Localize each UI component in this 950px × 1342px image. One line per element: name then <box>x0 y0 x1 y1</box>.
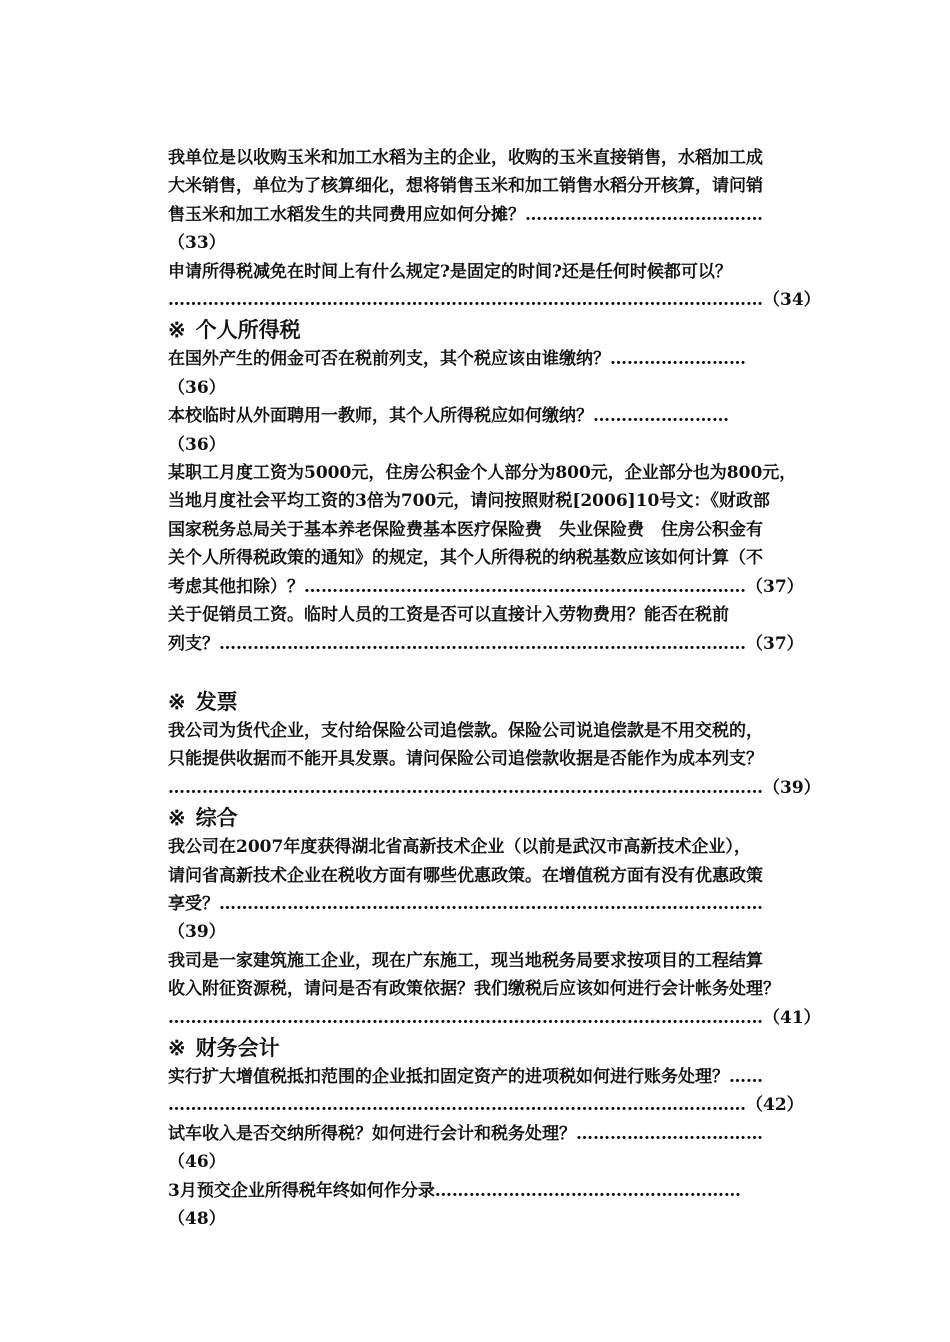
toc-entry[interactable] <box>168 947 858 1032</box>
toc-entry-line: （48） <box>168 1209 226 1229</box>
toc-entry-line: 我公司在2007年度获得湖北省高新技术企业（以前是武汉市高新技术企业）， <box>168 837 751 858</box>
section-title: 发票 <box>195 688 238 714</box>
toc-entry[interactable] <box>168 345 858 402</box>
section-title: 财务会计 <box>195 1034 280 1060</box>
section-title: 综合 <box>195 805 238 831</box>
section-heading <box>168 803 858 833</box>
toc-entry[interactable] <box>168 717 858 802</box>
toc-entry-line: （33） <box>168 233 226 254</box>
reference-mark-icon: ※ <box>168 317 186 343</box>
toc-entry-line: 大米销售，单位为了核算细化，想将销售玉米和加工销售水稻分开核算，请问销 <box>168 176 763 197</box>
toc-entry-line: （36） <box>168 377 226 398</box>
toc-entry-line: 试车收入是否交纳所得税？如何进行会计和税务处理？…………………………… <box>168 1123 763 1144</box>
reference-mark-icon: ※ <box>168 805 186 831</box>
toc-entry-line: 只能提供收据而不能开具发票。请问保险公司追偿款收据是否能作为成本列支？ <box>168 749 763 770</box>
toc-entry[interactable] <box>168 144 858 258</box>
section-heading <box>168 687 858 717</box>
reference-mark-icon: ※ <box>168 688 186 714</box>
toc-entry-line: 某职工月度工资为5000元，住房公积金个人部分为800元，企业部分也为800元， <box>168 463 797 484</box>
toc-entry-line: ……………………………………………………………………………………………（41） <box>168 1007 821 1028</box>
toc-entry-line: 考虑其他扣除）？……………………………………………………………………（37） <box>168 576 804 597</box>
toc-entry[interactable] <box>168 459 858 601</box>
section-title: 个人所得税 <box>195 317 301 343</box>
toc-entry-line: ……………………………………………………………………………………………（34） <box>168 290 821 311</box>
toc-entry-line: 本校临时从外面聘用一教师，其个人所得税应如何缴纳？…………………… <box>168 406 729 427</box>
toc-entry-line: 我公司为货代企业，支付给保险公司追偿款。保险公司说追偿款是不用交税的， <box>168 720 763 741</box>
toc-entry-line: （46） <box>168 1152 226 1173</box>
toc-entry[interactable] <box>168 1120 858 1177</box>
section-heading <box>168 1033 858 1063</box>
section-heading <box>168 315 858 345</box>
toc-entry[interactable] <box>168 601 858 658</box>
toc-entry-line: 关个人所得税政策的通知》的规定，其个人所得税的纳税基数应该如何计算（不 <box>168 548 763 569</box>
toc-entry[interactable] <box>168 258 858 315</box>
toc-entry-line: 国家税务总局关于基本养老保险费基本医疗保险费 失业保险费 住房公积金有 <box>168 519 763 540</box>
toc-entry-line: （36） <box>168 434 226 455</box>
toc-entry-line: 3月预交企业所得税年终如何作分录……………………………………………… <box>168 1180 741 1201</box>
toc-entry[interactable] <box>168 402 858 459</box>
toc-page <box>168 144 858 1233</box>
toc-entry[interactable] <box>168 833 858 947</box>
toc-entry[interactable] <box>168 1177 858 1234</box>
toc-entry-line: 实行扩大增值税抵扣范围的企业抵扣固定资产的进项税如何进行账务处理？…… <box>168 1066 763 1087</box>
toc-entry-line: （39） <box>168 922 226 943</box>
toc-entry-line: …………………………………………………………………………………………（42） <box>168 1095 804 1116</box>
toc-entry-line: 申请所得税减免在时间上有什么规定?是固定的时间?还是任何时候都可以？ <box>168 261 732 282</box>
toc-entry-line: 在国外产生的佣金可否在税前列支，其个税应该由谁缴纳？…………………… <box>168 349 746 370</box>
toc-entry-line: 售玉米和加工水稻发生的共同费用应如何分摊？…………………………………… <box>168 204 763 225</box>
toc-entry-line: 当地月度社会平均工资的3倍为700元，请问按照财税[2006]10号文：《财政部 <box>168 491 770 512</box>
toc-entry-line: 请问省高新技术企业在税收方面有哪些优惠政策。在增值税方面有没有优惠政策 <box>168 865 763 886</box>
toc-entry-line: ……………………………………………………………………………………………（39） <box>168 777 821 798</box>
section-gap <box>168 658 858 686</box>
toc-entry-line: 收入附征资源税，请问是否有政策依据？我们缴税后应该如何进行会计帐务处理？ <box>168 979 780 1000</box>
toc-entry-line: 我司是一家建筑施工企业，现在广东施工，现当地税务局要求按项目的工程结算 <box>168 950 763 971</box>
toc-entry[interactable] <box>168 1063 858 1120</box>
toc-entry-line: 列支？…………………………………………………………………………………（37） <box>168 633 804 654</box>
toc-entry-line: 我单位是以收购玉米和加工水稻为主的企业，收购的玉米直接销售，水稻加工成 <box>168 148 763 168</box>
toc-entry-line: 关于促销员工资。临时人员的工资是否可以直接计入劳物费用？能否在税前 <box>168 605 729 626</box>
reference-mark-icon: ※ <box>168 1034 186 1060</box>
toc-entry-line: 享受？…………………………………………………………………………………… <box>168 893 763 914</box>
